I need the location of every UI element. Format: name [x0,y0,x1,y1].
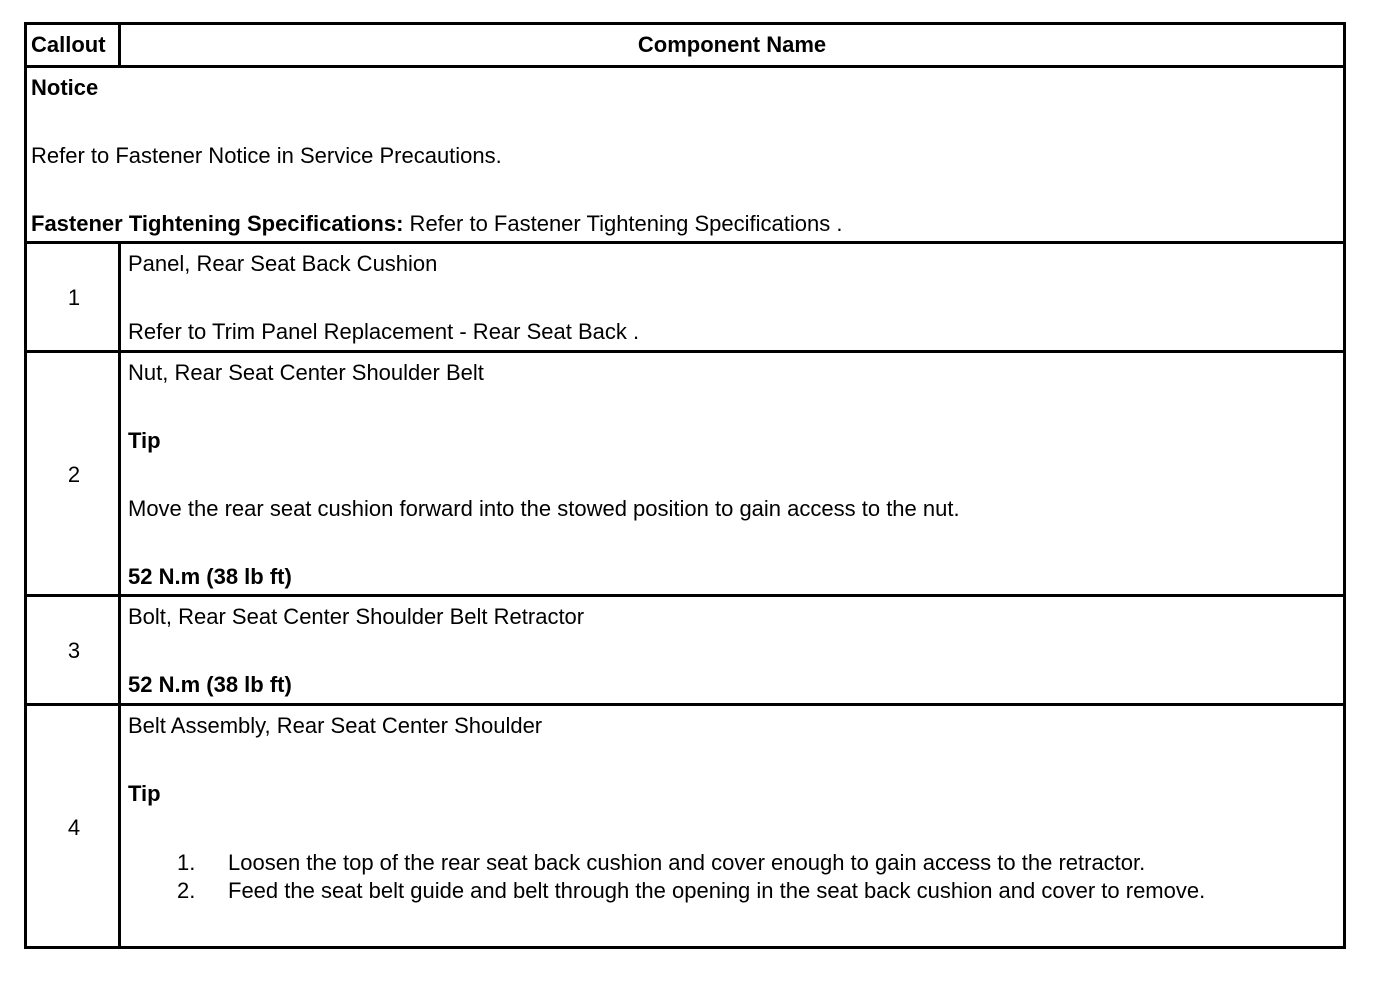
step-number: 1. [177,850,196,875]
callout-column-header: Callout [27,25,121,65]
notice-text: Refer to Fastener Notice in Service Precautions. [31,143,502,168]
step-text: Loosen the top of the rear seat back cushion and cover enough to gain access to the retractor. [228,850,1146,875]
torque-spec: 52 N.m (38 lb ft) [128,564,292,589]
torque-spec: 52 N.m (38 lb ft) [128,672,292,697]
component-name: Bolt, Rear Seat Center Shoulder Belt Retractor [128,604,585,629]
tip-heading: Tip [128,428,161,453]
table-row [27,244,1343,353]
table-row [27,706,1343,946]
callout-number: 4 [67,815,81,840]
table-row [27,597,1343,706]
tip-heading: Tip [128,781,161,806]
components-table [24,22,1346,949]
callout-number: 1 [67,285,81,310]
fastener-spec-label: Fastener Tightening Specifications: [31,211,404,236]
table-row [27,353,1343,597]
notice-row [27,68,1343,244]
notice-title: Notice [31,75,99,100]
component-name: Belt Assembly, Rear Seat Center Shoulder [128,713,543,738]
tip-text: Move the rear seat cushion forward into the stowed position to gain access to the nut. [128,496,960,521]
table-header-row [27,25,1343,68]
step-text: Feed the seat belt guide and belt through the opening in the seat back cushion and cover to remove. [228,878,1206,903]
reference-text: Refer to Trim Panel Replacement - Rear Seat Back . [128,319,640,344]
component-name: Panel, Rear Seat Back Cushion [128,251,438,276]
callout-number: 2 [67,462,81,487]
fastener-spec-line [31,211,842,237]
step-number: 2. [177,878,196,903]
component-name-column-header: Component Name [637,32,827,57]
callout-number: 3 [67,638,81,663]
component-name: Nut, Rear Seat Center Shoulder Belt [128,360,484,385]
fastener-spec-text: Refer to Fastener Tightening Specifications . [403,211,843,236]
